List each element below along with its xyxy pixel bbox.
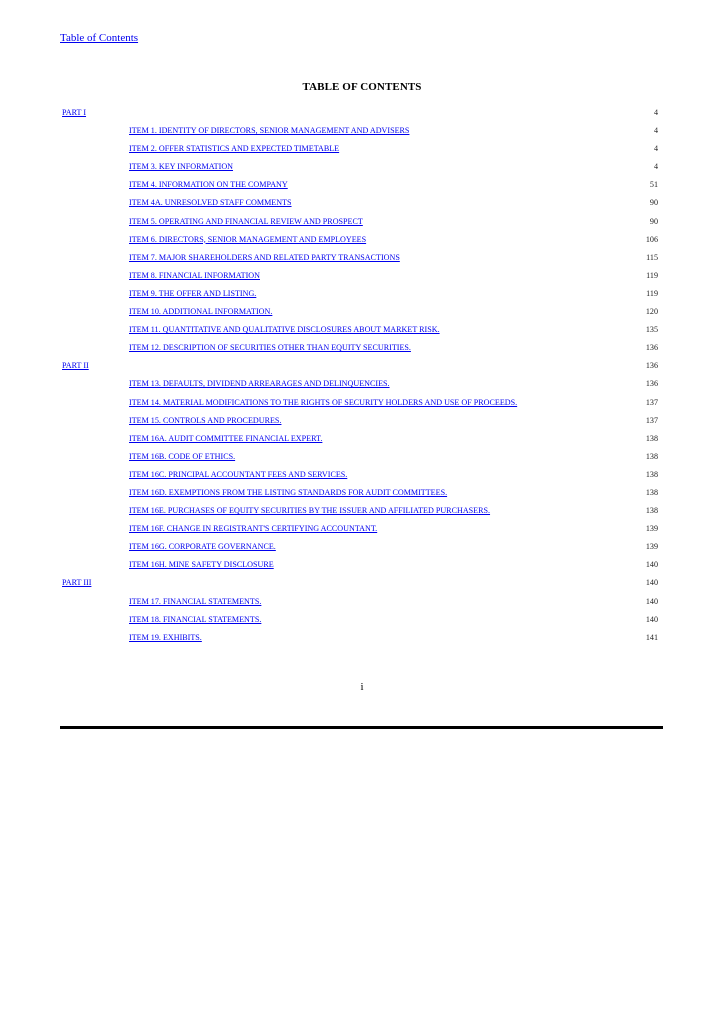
toc-item-row xyxy=(60,122,660,140)
toc-page-number: 119 xyxy=(646,270,658,280)
toc-part-row xyxy=(60,574,660,592)
toc-item-link[interactable]: ITEM 16G. CORPORATE GOVERNANCE. xyxy=(129,542,276,552)
toc-item-link[interactable]: ITEM 16B. CODE OF ETHICS. xyxy=(129,451,236,461)
toc-item-row xyxy=(60,231,660,249)
toc-part-row xyxy=(60,104,660,122)
toc-item-link[interactable]: ITEM 16H. MINE SAFETY DISCLOSURE xyxy=(129,560,274,570)
toc-page-number: 4 xyxy=(653,144,658,154)
toc-item-row xyxy=(60,140,660,158)
toc-item-row xyxy=(60,194,660,212)
toc-page-number: 137 xyxy=(645,397,658,407)
toc-page-number: 106 xyxy=(645,234,658,244)
toc-item-row xyxy=(60,520,660,538)
toc-page-number: 90 xyxy=(649,198,658,208)
toc-item-link[interactable]: ITEM 6. DIRECTORS, SENIOR MANAGEMENT AND EMPLOYEES xyxy=(129,234,367,244)
toc-page-number: 138 xyxy=(645,469,658,479)
toc-item-row xyxy=(60,339,660,357)
toc-item-row xyxy=(60,538,660,556)
toc-page-number: 4 xyxy=(653,162,658,172)
toc-page-number: 140 xyxy=(645,614,658,624)
toc-page-number: 138 xyxy=(645,506,658,516)
toc-item-link[interactable]: ITEM 16C. PRINCIPAL ACCOUNTANT FEES AND SERVICES. xyxy=(129,469,348,479)
toc-item-link[interactable]: ITEM 4. INFORMATION ON THE COMPANY xyxy=(129,180,288,190)
toc-page-number: 141 xyxy=(645,632,658,642)
toc-item-row xyxy=(60,484,660,502)
toc-page-number: 138 xyxy=(645,451,658,461)
toc-part-row xyxy=(60,357,660,375)
toc-page-number: 139 xyxy=(645,542,658,552)
toc-item-link[interactable]: ITEM 1. IDENTITY OF DIRECTORS, SENIOR MANAGEMENT AND ADVISERS xyxy=(129,126,410,136)
toc-page-number: 90 xyxy=(649,216,658,226)
toc-page-number: 136 xyxy=(645,379,658,389)
toc-page-number: 136 xyxy=(645,361,658,371)
toc-page-number: 138 xyxy=(645,487,658,497)
toc-page-number: 140 xyxy=(645,578,658,588)
toc-page-number: 140 xyxy=(645,560,658,570)
toc-item-link[interactable]: ITEM 14. MATERIAL MODIFICATIONS TO THE RIGHTS OF SECURITY HOLDERS AND USE OF PROCEEDS. xyxy=(129,397,518,407)
toc-page-number: 140 xyxy=(645,596,658,606)
table-of-contents-link[interactable]: Table of Contents xyxy=(60,32,139,44)
toc-item-row xyxy=(60,502,660,520)
toc-page-number: 115 xyxy=(646,252,658,262)
toc-item-row xyxy=(60,375,660,393)
toc-item-link[interactable]: ITEM 18. FINANCIAL STATEMENTS. xyxy=(129,614,262,624)
toc-item-row xyxy=(60,303,660,321)
toc-item-link[interactable]: ITEM 9. THE OFFER AND LISTING. xyxy=(129,288,257,298)
toc-list xyxy=(60,104,660,647)
toc-item-row xyxy=(60,629,660,647)
toc-item-link[interactable]: ITEM 12. DESCRIPTION OF SECURITIES OTHER THAN EQUITY SECURITIES. xyxy=(129,343,411,353)
toc-item-row xyxy=(60,176,660,194)
toc-item-link[interactable]: ITEM 7. MAJOR SHAREHOLDERS AND RELATED PARTY TRANSACTIONS xyxy=(129,252,400,262)
toc-item-row xyxy=(60,448,660,466)
toc-page-number: 136 xyxy=(645,343,658,353)
toc-item-link[interactable]: ITEM 4A. UNRESOLVED STAFF COMMENTS xyxy=(129,198,292,208)
toc-item-row xyxy=(60,593,660,611)
toc-item-row xyxy=(60,267,660,285)
toc-item-row xyxy=(60,611,660,629)
toc-item-row xyxy=(60,285,660,303)
toc-part-link[interactable]: PART I xyxy=(62,108,87,117)
toc-item-link[interactable]: ITEM 16F. CHANGE IN REGISTRANT'S CERTIFYING ACCOUNTANT. xyxy=(129,524,378,534)
toc-item-link[interactable]: ITEM 17. FINANCIAL STATEMENTS. xyxy=(129,596,262,606)
toc-page-number: 137 xyxy=(645,415,658,425)
toc-part-link[interactable]: PART III xyxy=(62,578,92,588)
toc-page-number: 135 xyxy=(645,325,658,335)
toc-item-link[interactable]: ITEM 8. FINANCIAL INFORMATION xyxy=(129,270,260,280)
toc-item-row xyxy=(60,394,660,412)
toc-page-number: 4 xyxy=(653,126,658,136)
toc-page-number: 119 xyxy=(646,288,658,298)
toc-page-number: 4 xyxy=(653,108,658,117)
toc-item-link[interactable]: ITEM 16A. AUDIT COMMITTEE FINANCIAL EXPERT. xyxy=(129,433,323,443)
page-divider xyxy=(60,726,663,729)
toc-item-row xyxy=(60,321,660,339)
toc-item-row xyxy=(60,213,660,231)
toc-item-link[interactable]: ITEM 15. CONTROLS AND PROCEDURES. xyxy=(129,415,282,425)
toc-item-row xyxy=(60,430,660,448)
toc-item-link[interactable]: ITEM 5. OPERATING AND FINANCIAL REVIEW AND PROSPECT xyxy=(129,216,363,226)
toc-page-number: 138 xyxy=(645,433,658,443)
toc-part-link[interactable]: PART II xyxy=(62,361,89,371)
page-number: i xyxy=(360,681,364,693)
toc-item-row xyxy=(60,556,660,574)
toc-item-link[interactable]: ITEM 11. QUANTITATIVE AND QUALITATIVE DISCLOSURES ABOUT MARKET RISK. xyxy=(129,325,440,335)
toc-item-link[interactable]: ITEM 10. ADDITIONAL INFORMATION. xyxy=(129,307,273,317)
toc-item-link[interactable]: ITEM 16E. PURCHASES OF EQUITY SECURITIES BY THE ISSUER AND AFFILIATED PURCHASERS. xyxy=(129,506,491,516)
toc-item-link[interactable]: ITEM 3. KEY INFORMATION xyxy=(129,162,234,172)
toc-item-row xyxy=(60,466,660,484)
toc-item-row xyxy=(60,412,660,430)
toc-item-link[interactable]: ITEM 13. DEFAULTS, DIVIDEND ARREARAGES AND DELINQUENCIES. xyxy=(129,379,390,389)
toc-page-number: 51 xyxy=(649,180,658,190)
toc-item-row xyxy=(60,249,660,267)
toc-item-link[interactable]: ITEM 16D. EXEMPTIONS FROM THE LISTING STANDARDS FOR AUDIT COMMITTEES. xyxy=(129,487,448,497)
toc-page-number: 139 xyxy=(645,524,658,534)
page-title: TABLE OF CONTENTS xyxy=(302,81,422,93)
toc-item-row xyxy=(60,158,660,176)
toc-page-number: 120 xyxy=(645,307,658,317)
toc-item-link[interactable]: ITEM 2. OFFER STATISTICS AND EXPECTED TIMETABLE xyxy=(129,144,340,154)
toc-item-link[interactable]: ITEM 19. EXHIBITS. xyxy=(129,632,202,642)
